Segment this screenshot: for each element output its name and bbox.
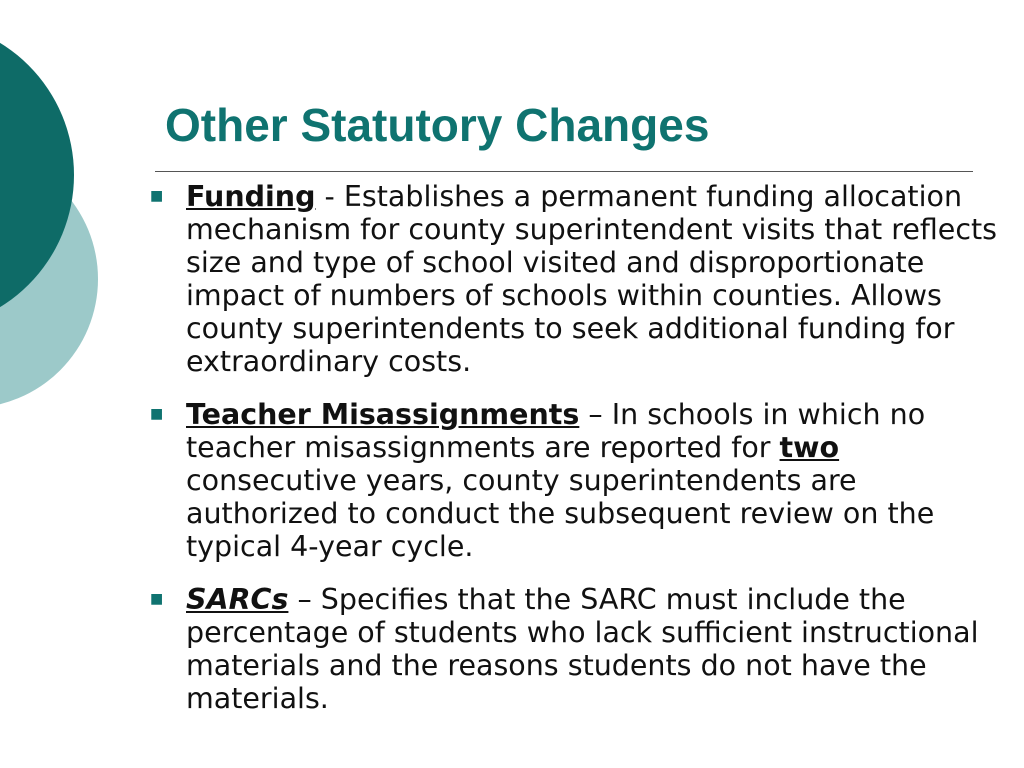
bullet-term-funding: Funding [186,180,316,213]
bullet-term-sarcs: SARCs [186,583,289,616]
bullet-sarcs [146,583,1001,715]
bullet-text-teacher-misassignments-part1: – In schools in which no teacher misassignments are reported for [186,398,926,464]
bullet-term-teacher-misassignments: Teacher Misassignments [186,398,580,431]
bullet-teacher-misassignments [146,398,1001,563]
square-bullet-icon: ■ [150,406,164,422]
bullet-text-teacher-misassignments-part2: consecutive years, county superintendents are authorized to conduct the subsequent review on the typical 4-year cycle. [186,464,935,563]
square-bullet-icon: ■ [150,591,164,607]
bullet-emphasis-two: two [779,431,840,464]
bullet-funding [146,180,1001,378]
bullet-list [146,180,1001,735]
square-bullet-icon: ■ [150,188,164,204]
title-divider [155,171,973,172]
bullet-text-sarcs: – Specifies that the SARC must include the percentage of students who lack sufficient instructional materials and the reasons students do not have the materials. [186,583,979,715]
bullet-text-funding: - Establishes a permanent funding allocation mechanism for county superintendent visits that reflects size and type of school visited and disproportionate impact of numbers of schools within counties. Allows county superintendents to seek additional funding for extraordinary costs. [186,180,998,378]
slide-title: Other Statutory Changes [165,99,710,151]
